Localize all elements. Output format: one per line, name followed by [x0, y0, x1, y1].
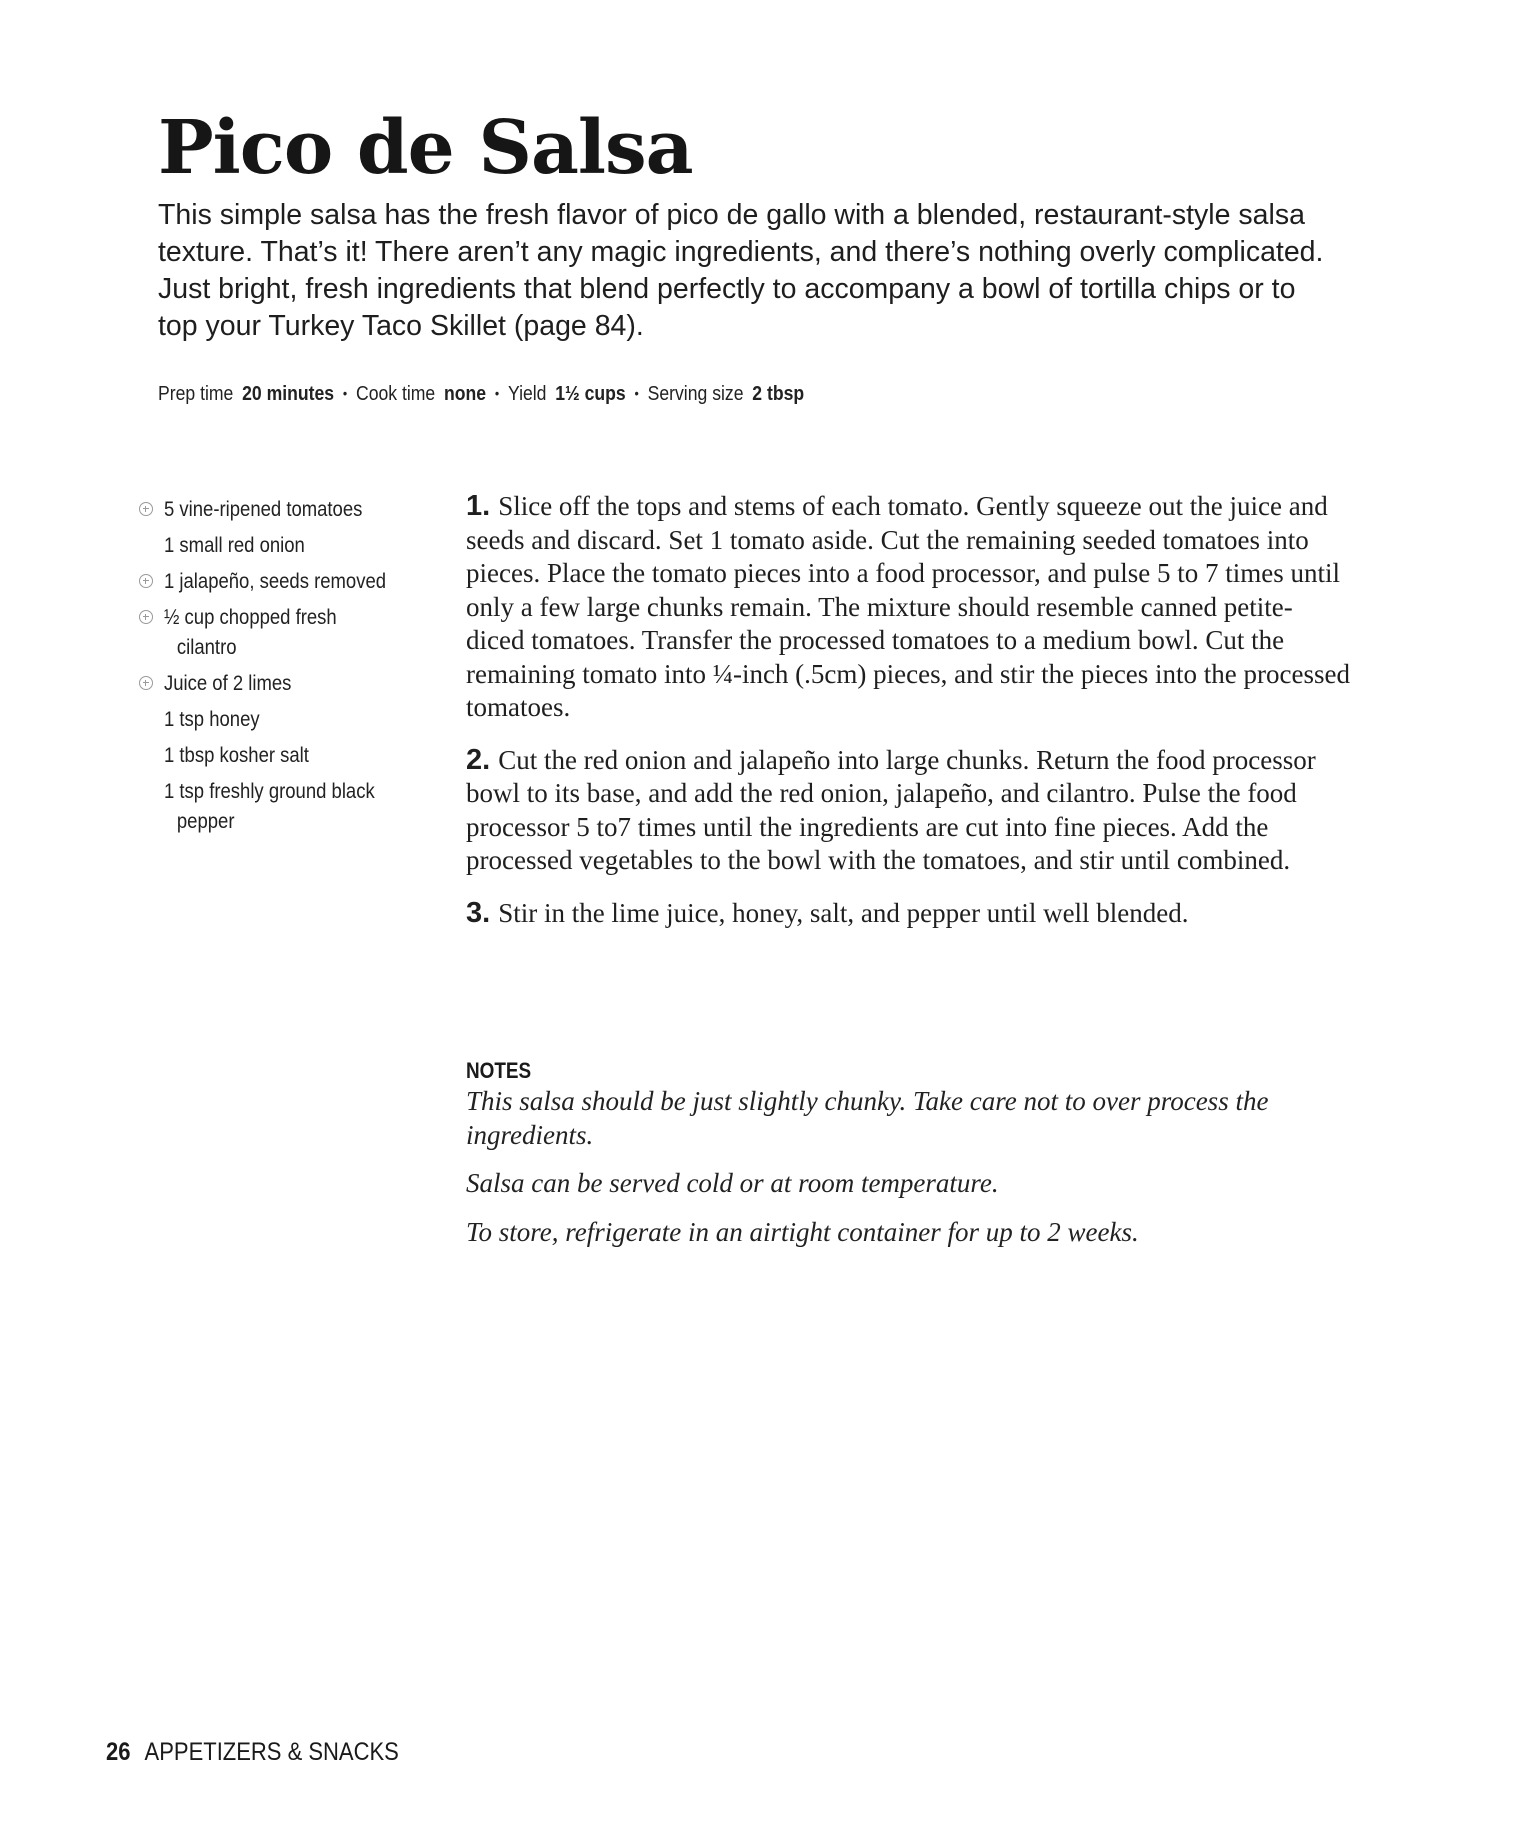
- cook-time-label: Cook time: [355, 383, 436, 405]
- notes-section: [466, 1057, 1350, 1264]
- ingredient-text-continued: pepper: [176, 809, 235, 833]
- instructions: [466, 490, 1350, 949]
- ingredient-item: [138, 566, 428, 596]
- note-item: Salsa can be served cold or at room temperature.: [466, 1168, 999, 1198]
- meta-separator: •: [494, 385, 500, 401]
- instruction-step: [466, 490, 1350, 725]
- page-footer: [106, 1737, 399, 1767]
- plus-circle-icon: [139, 574, 153, 588]
- recipe-meta: [158, 381, 804, 408]
- section-name: APPETIZERS & SNACKS: [144, 1738, 399, 1766]
- serving-size-value: 2 tbsp: [752, 383, 805, 405]
- ingredient-text: 1 tsp freshly ground black: [164, 779, 375, 803]
- meta-separator: •: [342, 385, 348, 401]
- ingredient-item: [138, 740, 428, 770]
- notes-heading: NOTES: [466, 1058, 532, 1083]
- page-number: 26: [106, 1738, 131, 1766]
- step-number: 3.: [466, 896, 491, 929]
- plus-circle-icon: [139, 502, 153, 516]
- ingredient-item: [138, 602, 428, 662]
- ingredient-text: 1 small red onion: [164, 533, 305, 557]
- ingredient-text: 1 tbsp kosher salt: [164, 743, 309, 767]
- step-number: 2.: [466, 743, 491, 776]
- ingredient-list: [138, 494, 428, 842]
- note-item: This salsa should be just slightly chunky. Take care not to over process the ingredients.: [466, 1086, 1269, 1150]
- prep-time-label: Prep time: [158, 383, 234, 405]
- ingredient-text: 5 vine-ripened tomatoes: [164, 497, 363, 521]
- cook-time-value: none: [444, 383, 487, 405]
- plus-circle-icon: [139, 610, 153, 624]
- ingredient-item: [138, 776, 428, 836]
- recipe-title: Pico de Salsa: [158, 105, 693, 191]
- ingredient-item: [138, 530, 428, 560]
- step-text: Slice off the tops and stems of each tomato. Gently squeeze out the juice and seeds and discard. Set 1 tomato aside. Cut the remaining seeded tomatoes into pieces. Place the tomato pieces into a food processor, and pulse 5 to 7 times until only a few large chunks remain. The mixture should resemble canned petite-diced tomatoes. Transfer the processed tomatoes to a medium bowl. Cut the remaining tomato into ¼-inch (.5cm) pieces, and stir the pieces into the processed tomatoes.: [466, 491, 1350, 722]
- yield-label: Yield: [507, 383, 547, 405]
- ingredient-item: [138, 704, 428, 734]
- instruction-step: [466, 897, 1350, 931]
- ingredient-text: 1 jalapeño, seeds removed: [164, 569, 387, 593]
- instruction-step: [466, 744, 1350, 878]
- plus-circle-icon: [139, 676, 153, 690]
- serving-size-label: Serving size: [647, 383, 744, 405]
- ingredient-text: Juice of 2 limes: [164, 671, 292, 695]
- ingredient-text-continued: cilantro: [176, 635, 237, 659]
- ingredient-text: ½ cup chopped fresh: [164, 605, 337, 629]
- ingredient-text: 1 tsp honey: [164, 707, 260, 731]
- step-text: Cut the red onion and jalapeño into large chunks. Return the food processor bowl to its base, and add the red onion, jalapeño, and cilantro. Pulse the food processor 5 to7 times until the ingredients are cut into fine pieces. Add the processed vegetables to the bowl with the tomatoes, and stir until combined.: [466, 744, 1316, 875]
- step-number: 1.: [466, 490, 491, 522]
- ingredient-item: [138, 494, 428, 524]
- recipe-intro: This simple salsa has the fresh flavor of pico de gallo with a blended, restaurant-style salsa texture. That’s it! There aren’t any magic ingredients, and there’s nothing overly complicated. Just bright, fresh ingredients that blend perfectly to accompany a bowl of tortilla chips or to top your Turkey Taco Skillet (page 84).: [158, 199, 1324, 342]
- meta-separator: •: [634, 385, 639, 401]
- note-item: To store, refrigerate in an airtight container for up to 2 weeks.: [466, 1216, 1139, 1247]
- yield-value: 1½ cups: [555, 383, 626, 405]
- ingredient-item: [138, 668, 428, 698]
- prep-time-value: 20 minutes: [242, 383, 335, 405]
- step-text: Stir in the lime juice, honey, salt, and pepper until well blended.: [498, 897, 1189, 928]
